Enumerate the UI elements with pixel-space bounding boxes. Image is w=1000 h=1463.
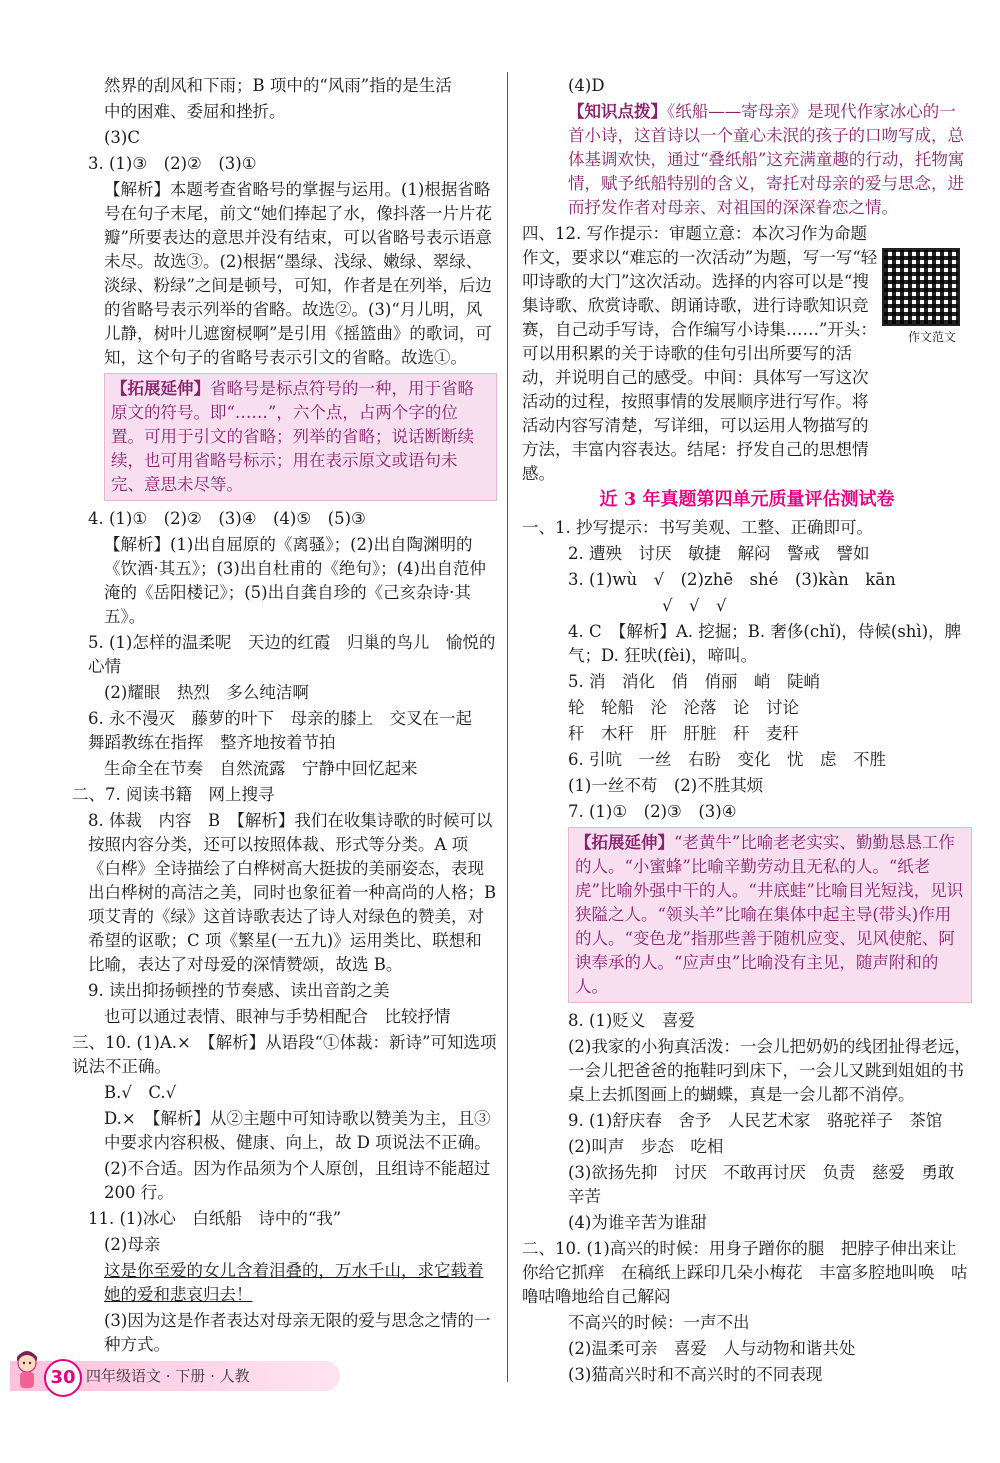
answer-line: 然界的刮风和下雨；B 项中的“风雨”指的是生活 bbox=[104, 76, 452, 95]
answer-line: 5. 消 消化 俏 俏丽 峭 陡峭 bbox=[568, 672, 820, 691]
answer-line: (3)因为这是作者表达对母亲无限的爱与思念之情的一种方式。 bbox=[104, 1311, 491, 1354]
answer-line: (2)不合适。因为作品须为个人原创，且组诗不能超过 200 行。 bbox=[104, 1159, 491, 1202]
answer-line: 7. (1)① (2)③ (3)④ bbox=[568, 802, 737, 821]
extension-text: “老黄牛”比喻老老实实、勤勤恳恳工作的人。“小蜜蜂”比喻辛勤劳动且无私的人。“纸老虎”比喻外强中干的人。“井底蛙”比喻目光短浅，见识狭隘之人。“领头羊”比喻在集体中起主导(带头)作用的人。“变色龙”指那些善于随机应变、见风使舵、阿谀奉承的人。“应声虫”比喻没有主见，随声附和的人。 bbox=[575, 833, 964, 996]
answer-line: 5. (1)怎样的温柔呢 天边的红霞 归巢的鸟儿 愉悦的心情 bbox=[88, 633, 496, 676]
answer-line: 二、10. (1)高兴的时候：用身子蹭你的腿 把脖子伸出来让你给它抓痒 在稿纸上踩印几朵小梅花 丰富多腔地叫唤 咕噜咕噜地给自己解闷 bbox=[522, 1239, 968, 1306]
quoted-line: 这是你至爱的女儿含着泪叠的，万水千山，求它载着她的爱和悲哀归去！ bbox=[104, 1261, 484, 1304]
answer-line: 8. (1)贬义 喜爱 bbox=[568, 1011, 695, 1030]
writing-tip: 四、12. 写作提示：审题立意：本次习作为命题作文，要求以“难忘的一次活动”为题，写一写“轻叩诗歌的大门”这次活动。选择的内容可以是“搜集诗歌、欣赏诗歌、朗诵诗歌，进行诗歌知识竞赛，自己动手写诗，合作编写小诗集……”开头：可以用积累的关于诗歌的佳句引出所要写的活动，并说明自己的感受。中间：具体写一写这次活动的过程，按照事情的发展顺序进行写作。将活动内容写清楚，写详细，可以运用人物描写的方法，丰富内容表达。结尾：抒发自己的思想情感。 bbox=[522, 224, 878, 483]
extension-tag: 【拓展延伸】 bbox=[111, 379, 210, 398]
answer-line: 一、1. 抄写提示：书写美观、工整、正确即可。 bbox=[522, 518, 873, 537]
answer-line: (3)欲扬先抑 讨厌 不敢再讨厌 负责 慈爱 勇敢 辛苦 bbox=[568, 1163, 971, 1206]
answer-line: (4)为谁辛苦为谁甜 bbox=[568, 1213, 707, 1232]
answer-line: 不高兴的时候：一声不出 bbox=[568, 1313, 750, 1332]
answer-line: 9. (1)舒庆春 舍予 人民艺术家 骆驼祥子 茶馆 bbox=[568, 1111, 943, 1130]
answer-line: 中的困难、委屈和挫折。 bbox=[104, 102, 286, 121]
analysis-text: 【解析】本题考查省略号的掌握与运用。(1)根据省略号在句子末尾，前文“她们捧起了水，像抖落一片片花瓣”所要表达的意思并没有结束，可以省略号表示语意未尽。故选③。(2)根据“墨绿、浅绿、嫩绿、翠绿、淡绿、粉绿”之间是顿号，可知，作者是在列举，后边的省略号表示列举的省略。故选②。(3)“月儿明，风儿静，树叶儿遮窗棂啊”是引用《摇篮曲》的歌词，可知，这个句子的省略号表示引文的省略。故选①。 bbox=[104, 180, 492, 367]
tip-text: 《纸船——寄母亲》是现代作家冰心的一首小诗，这首诗以一个童心未泯的孩子的口吻写成，总体基调欢快，通过“叠纸船”这充满童趣的行动，托物寓情，赋予纸船特别的含义，寄托对母亲的爱与思念，进而抒发作者对母亲、对祖国的深深眷恋之情。 bbox=[568, 102, 965, 217]
answer-line: 4. (1)① (2)② (3)④ (4)⑤ (5)③ bbox=[88, 509, 366, 528]
answer-line: 4. C 【解析】A. 挖掘；B. 奢侈(chǐ)，侍候(shì)，脾气；D. 狂吠(fèi)，啼叫。 bbox=[568, 622, 962, 665]
answer-line: 2. 遭殃 讨厌 敏捷 解闷 警戒 譬如 bbox=[568, 544, 870, 563]
footer-text: 四年级语文 · 下册 · 人教 bbox=[86, 1367, 250, 1385]
answer-line: (4)D bbox=[568, 76, 605, 95]
column-divider bbox=[507, 72, 508, 1382]
answer-line: 11. (1)冰心 白纸船 诗中的“我” bbox=[88, 1209, 342, 1228]
answer-line: (2)叫声 步态 吃相 bbox=[568, 1137, 724, 1156]
answer-line: (2)温柔可亲 喜爱 人与动物和谐共处 bbox=[568, 1339, 856, 1358]
knowledge-tip bbox=[568, 100, 972, 220]
answer-line: (3)猫高兴时和不高兴时的不同表现 bbox=[568, 1365, 823, 1384]
qr-code-icon[interactable] bbox=[882, 248, 960, 326]
answer-line: (2)我家的小狗真活泼：一会儿把奶奶的线团扯得老远，一会儿把爸爸的拖鞋叼到床下，一会儿又跳到姐姐的书桌上去抓图画上的蝴蝶，真是一会儿都不消停。 bbox=[568, 1037, 971, 1104]
answer-line: 6. 永不漫灭 藤萝的叶下 母亲的膝上 交叉在一起 舞蹈教练在指挥 整齐地按着节拍 bbox=[88, 709, 489, 752]
answer-line: 轮 轮船 沦 沦落 论 讨论 bbox=[568, 698, 799, 717]
answer-line: 生命全在节奏 自然流露 宁静中回忆起来 bbox=[104, 759, 418, 778]
left-column bbox=[72, 74, 497, 1359]
extension-box bbox=[104, 373, 497, 501]
answer-line: √ √ √ bbox=[662, 596, 727, 615]
answer-line: (3)C bbox=[104, 128, 140, 147]
answer-line: (2)母亲 bbox=[104, 1235, 161, 1254]
analysis-text: 【解析】(1)出自屈原的《离骚》；(2)出自陶渊明的《饮酒·其五》；(3)出自杜甫的《绝句》；(4)出自范仲淹的《岳阳楼记》；(5)出自龚自珍的《己亥杂诗·其五》。 bbox=[104, 535, 486, 626]
tip-tag: 【知识点拨】 bbox=[568, 102, 667, 121]
answer-line: 秆 木秆 肝 肝脏 秆 麦秆 bbox=[568, 724, 799, 743]
answer-line: (1)一丝不苟 (2)不胜其烦 bbox=[568, 776, 764, 795]
section-title: 近 3 年真题第四单元质量评估测试卷 bbox=[599, 489, 895, 510]
page-number: 30 bbox=[44, 1359, 82, 1397]
cartoon-girl-icon bbox=[12, 1351, 42, 1395]
extension-tag: 【拓展延伸】 bbox=[575, 833, 674, 852]
answer-line: (2)耀眼 热烈 多么纯洁啊 bbox=[104, 683, 309, 702]
extension-box bbox=[568, 827, 972, 1003]
answer-line: 6. 引吭 一丝 右盼 变化 忧 虑 不胜 bbox=[568, 750, 886, 769]
answer-line: B.√ C.√ bbox=[104, 1083, 177, 1102]
qr-label: 作文范文 bbox=[907, 330, 956, 344]
analysis-text: 8. 体裁 内容 B 【解析】我们在收集诗歌的时候可以按照内容分类，还可以按照体裁、形式等分类。A 项《白桦》全诗描绘了白桦树高大挺拔的美丽姿态，表现出白桦树的高洁之美，同时也象征着一种高尚的人格；B 项艾青的《绿》这首诗歌表达了诗人对绿色的赞美，对希望的讴歌；C 项《繁星(一五九)》运用类比、联想和比喻，表达了对母爱的深情赞颂，故选 B。 bbox=[88, 811, 497, 974]
answer-line: 二、7. 阅读书籍 网上搜寻 bbox=[72, 785, 275, 804]
answer-line: 三、10. (1)A.× 【解析】从语段“①体裁：新诗”可知选项说法不正确。 bbox=[72, 1033, 497, 1076]
extension-text: 省略号是标点符号的一种，用于省略原文的符号。即“……”，六个点，占两个字的位置。可用于引文的省略；列举的省略；说话断断续续，也可用省略号标示；用在表示原文或语句未完、意思未尽等。 bbox=[111, 379, 474, 494]
answer-line: 9. 读出抑扬顿挫的节奏感、读出音韵之美 bbox=[88, 981, 390, 1000]
answer-line: 3. (1)wù √ (2)zhē shé (3)kàn kān bbox=[568, 570, 896, 589]
page-footer bbox=[10, 1351, 340, 1401]
answer-line: 也可以通过表情、眼神与手势相配合 比较抒情 bbox=[104, 1007, 451, 1026]
answer-line: D.× 【解析】从②主题中可知诗歌以赞美为主，且③中要求内容积极、健康、向上，故 D 项说法不正确。 bbox=[104, 1109, 491, 1152]
answer-line: 3. (1)③ (2)② (3)① bbox=[88, 154, 257, 173]
